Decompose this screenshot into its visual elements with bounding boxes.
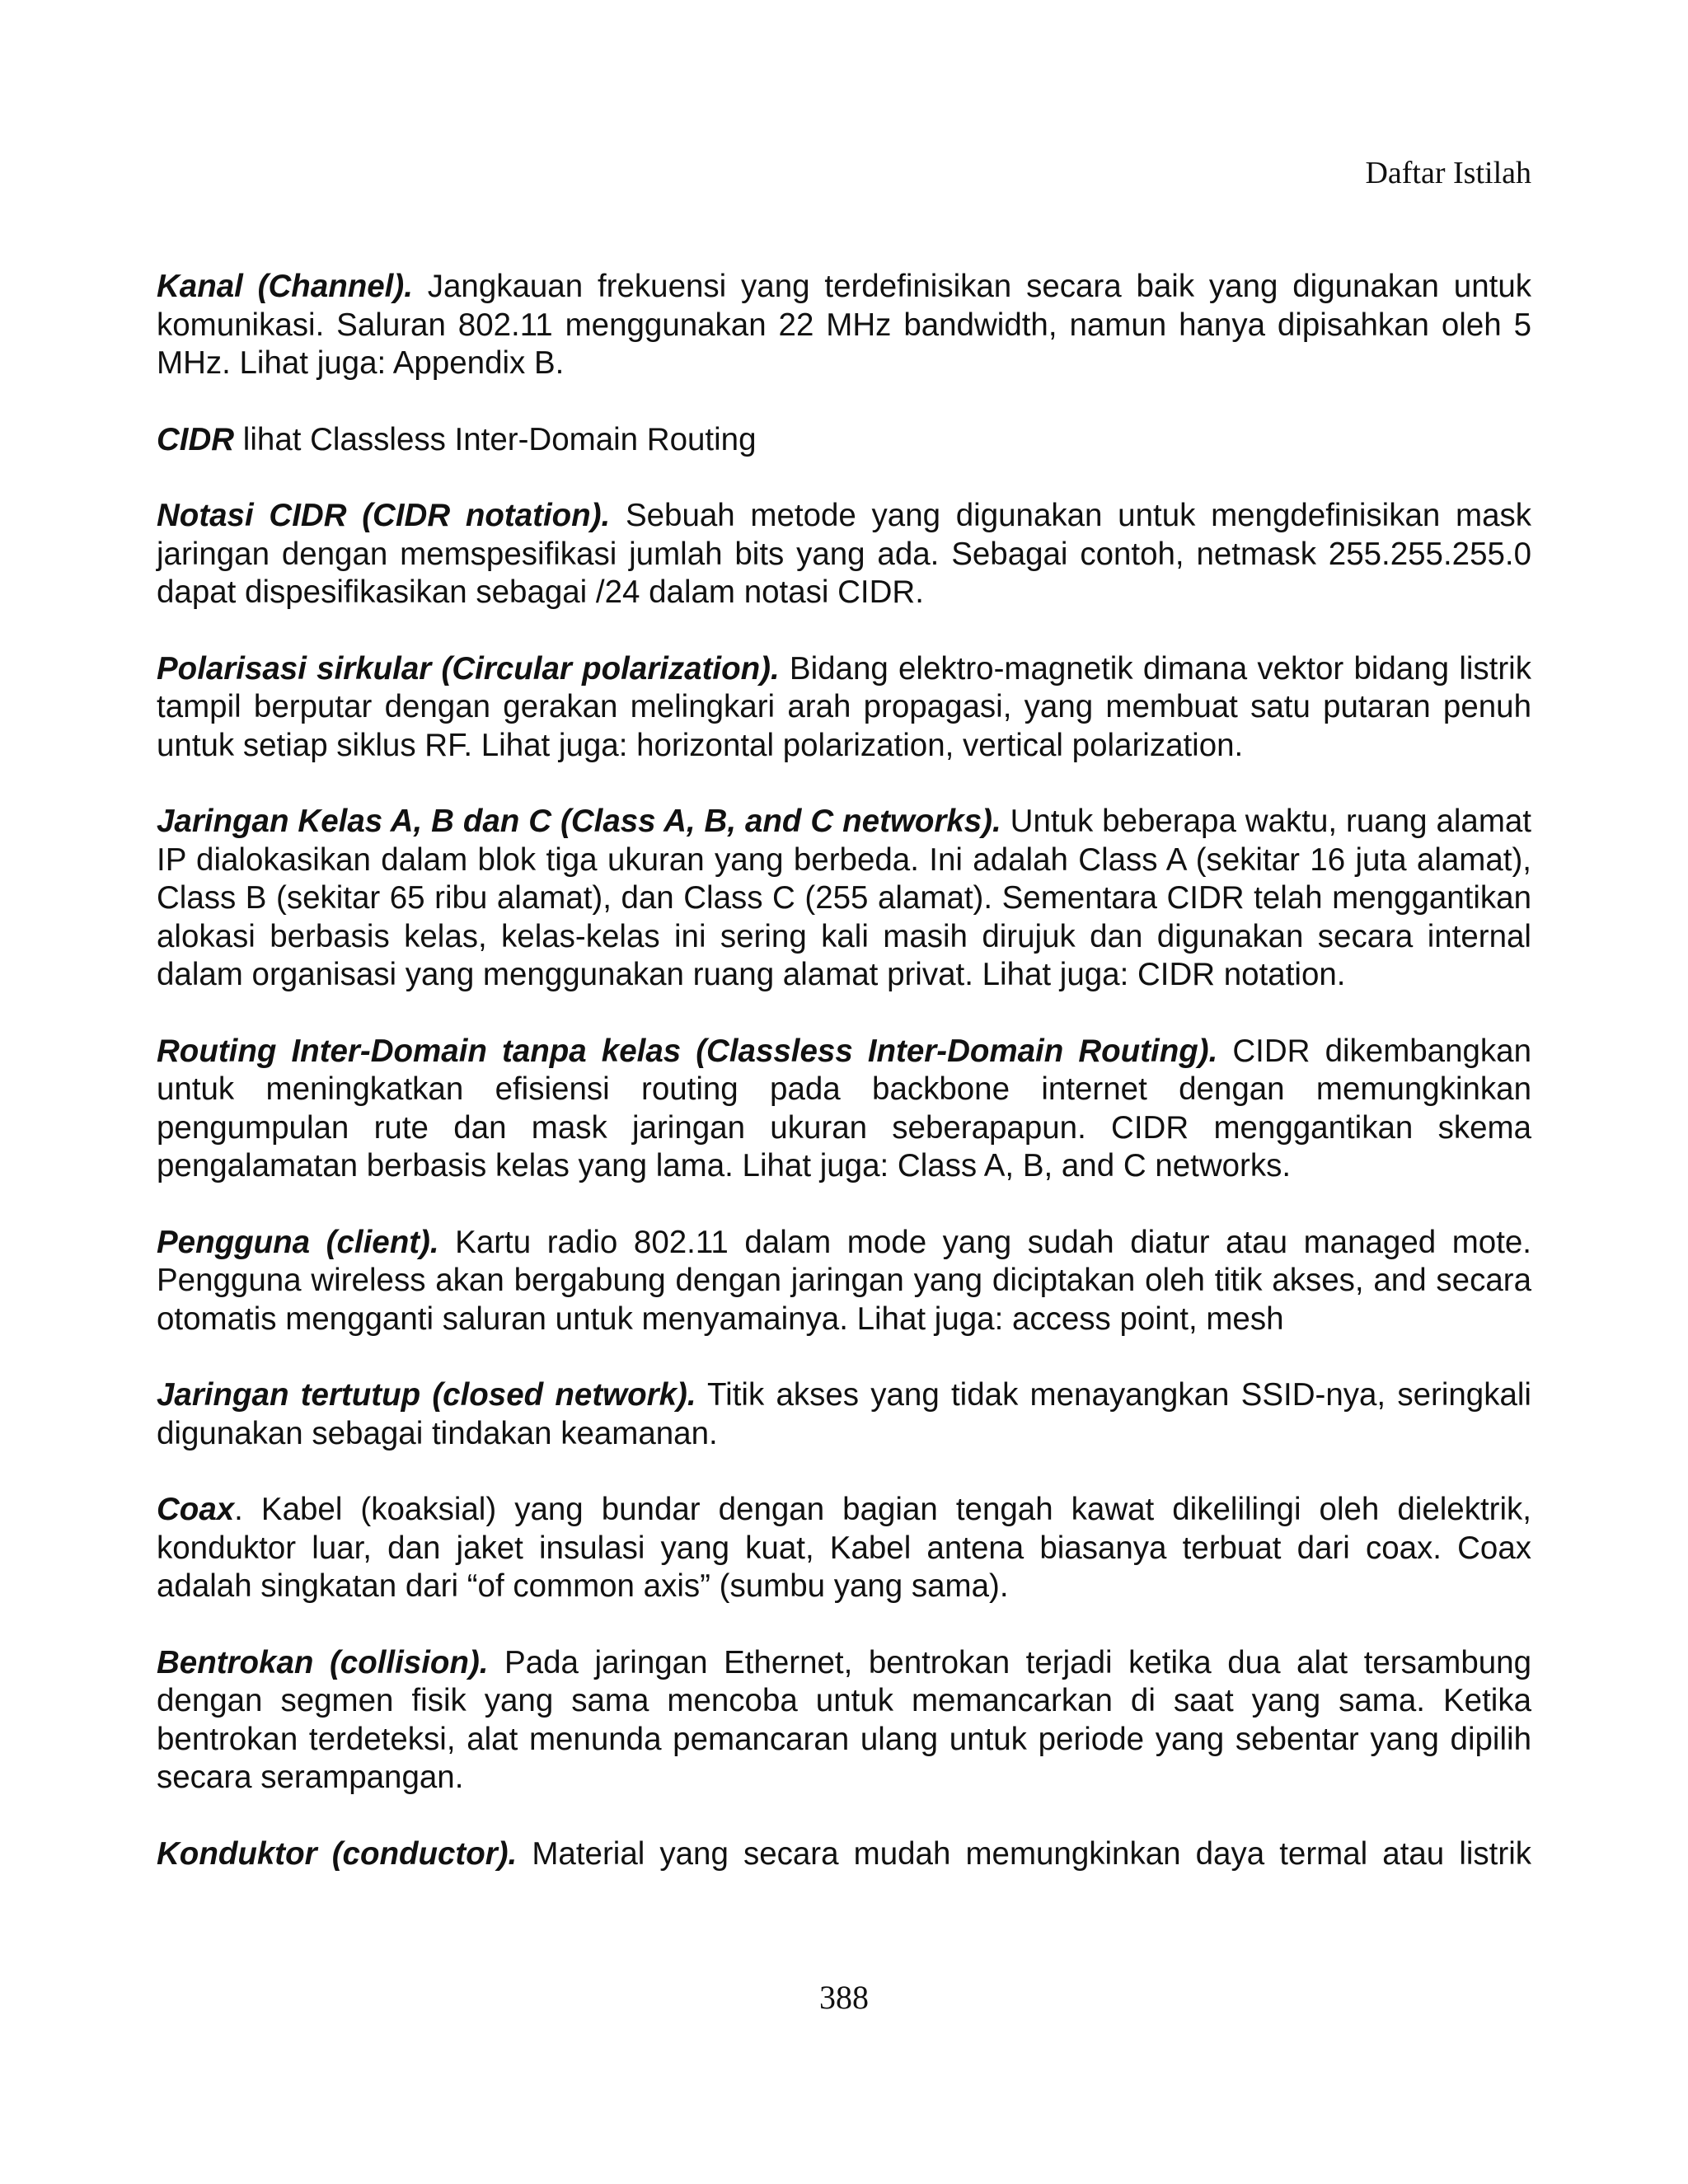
glossary-term: Jaringan tertutup (closed network). bbox=[157, 1377, 696, 1413]
glossary-entry bbox=[157, 497, 1531, 612]
running-header: Daftar Istilah bbox=[1365, 156, 1531, 190]
glossary-entry bbox=[157, 803, 1531, 995]
glossary-term: Konduktor (conductor). bbox=[157, 1835, 518, 1872]
glossary-entry bbox=[157, 1224, 1531, 1339]
glossary-term: Pengguna (client). bbox=[157, 1224, 439, 1260]
glossary-term: Notasi CIDR (CIDR notation). bbox=[157, 498, 611, 533]
glossary-definition: lihat Classless Inter-Domain Routing bbox=[234, 421, 757, 457]
glossary-entry bbox=[157, 421, 1531, 460]
glossary-definition: Pada jaringan Ethernet, bentrokan terjadi ketika dua alat tersambung dengan segmen fisik yang sama mencoba untuk memancarkan di saat yang sama. Ketika bentrokan terdeteksi, alat menunda pemancaran ulang untuk periode yang sebentar yang dipilih secara serampangan. bbox=[157, 1644, 1531, 1795]
glossary-definition: Jangkauan frekuensi yang terdefinisikan secara baik yang digunakan untuk komunikasi. Saluran 802.11 menggunakan 22 MHz bandwidth, namun hanya dipisahkan oleh 5 MHz. Lihat juga: Appendix B. bbox=[157, 269, 1531, 381]
glossary-term: Jaringan Kelas A, B dan C (Class A, B, and C networks). bbox=[157, 804, 1001, 839]
glossary-term: CIDR bbox=[157, 421, 235, 457]
glossary-definition: Untuk beberapa waktu, ruang alamat IP dialokasikan dalam blok tiga ukuran yang berbeda. Ini adalah Class A (sekitar 16 juta alamat), Class B (sekitar 65 ribu alamat), dan Class C (255 alamat). Sementara CIDR telah menggantikan alokasi berbasis kelas, kelas-kelas ini sering kali masih dirujuk dan digunakan secara internal dalam organisasi yang menggunakan ruang alamat privat. Lihat juga: CIDR notation. bbox=[157, 804, 1532, 992]
glossary-term: Kanal (Channel). bbox=[157, 269, 413, 304]
glossary-entry bbox=[157, 650, 1531, 766]
glossary-entry bbox=[157, 1033, 1531, 1186]
glossary-term: Bentrokan (collision). bbox=[157, 1644, 489, 1680]
glossary-term: Routing Inter-Domain tanpa kelas (Classless Inter-Domain Routing). bbox=[157, 1033, 1218, 1069]
glossary-entry bbox=[157, 1835, 1531, 1874]
glossary-definition: Material yang secara mudah memungkinkan daya termal atau listrik bbox=[517, 1835, 1531, 1872]
glossary-definition: CIDR dikembangkan untuk meningkatkan efisiensi routing pada backbone internet dengan memungkinkan pengumpulan rute dan mask jaringan ukuran seberapapun. CIDR menggantikan skema pengalamatan berbasis kelas yang lama. Lihat juga: Class A, B, and C networks. bbox=[157, 1033, 1531, 1183]
glossary-term: Polarisasi sirkular (Circular polarization). bbox=[157, 650, 780, 687]
glossary-definition: Bidang elektro-magnetik dimana vektor bidang listrik tampil berputar dengan gerakan melingkari arah propagasi, yang membuat satu putaran penuh untuk setiap siklus RF. Lihat juga: horizontal polarization, vertical polarization. bbox=[157, 650, 1531, 763]
glossary-definition: Titik akses yang tidak menayangkan SSID-nya, seringkali digunakan sebagai tindakan keamanan. bbox=[157, 1377, 1531, 1451]
page-number: 388 bbox=[819, 1979, 869, 2016]
glossary-definition: . Kabel (koaksial) yang bundar dengan bagian tengah kawat dikelilingi oleh dielektrik, konduktor luar, dan jaket insulasi yang kuat, Kabel antena biasanya terbuat dari coax. Coax adalah singkatan dari “of common axis” (sumbu yang sama). bbox=[157, 1492, 1531, 1604]
glossary-term: Coax bbox=[157, 1492, 235, 1527]
glossary-entry bbox=[157, 1376, 1531, 1453]
glossary-body bbox=[157, 268, 1531, 1873]
glossary-definition: Kartu radio 802.11 dalam mode yang sudah diatur atau managed mote. Pengguna wireless akan bergabung dengan jaringan yang diciptakan oleh titik akses, and secara otomatis mengganti saluran untuk menyamainya. Lihat juga: access point, mesh bbox=[157, 1224, 1531, 1337]
glossary-entry bbox=[157, 1644, 1531, 1797]
glossary-definition: Sebuah metode yang digunakan untuk mengdefinisikan mask jaringan dengan memspesifikasi jumlah bits yang ada. Sebagai contoh, netmask 255.255.255.0 dapat dispesifikasikan sebagai /24 dalam notasi CIDR. bbox=[157, 498, 1532, 610]
glossary-entry bbox=[157, 268, 1531, 383]
glossary-entry bbox=[157, 1491, 1531, 1606]
